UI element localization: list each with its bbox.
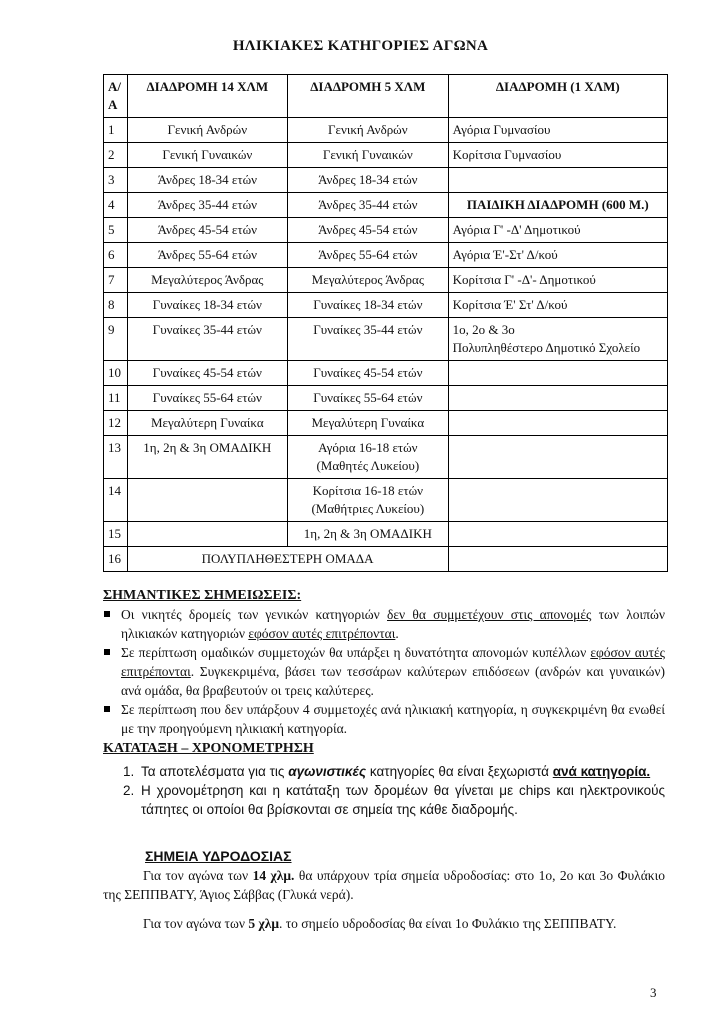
row-number: 9 xyxy=(104,318,128,361)
cell-1km xyxy=(448,547,667,572)
cell-1km-line1: 1ο, 2ο & 3ο xyxy=(452,322,515,337)
cell-1km-kids-heading: ΠΑΙΔΙΚΗ ΔΙΑΔΡΟΜΗ (600 Μ.) xyxy=(448,193,667,218)
notes-list xyxy=(103,605,665,738)
row-number: 11 xyxy=(104,386,128,411)
row-number: 5 xyxy=(104,218,128,243)
table-row xyxy=(104,293,668,318)
page-number: 3 xyxy=(650,985,657,1000)
header-aa: Α/Α xyxy=(104,75,128,118)
cell-14km: Γυναίκες 18-34 ετών xyxy=(127,293,288,318)
cell-5km: Άνδρες 18-34 ετών xyxy=(288,168,449,193)
table-row xyxy=(104,168,668,193)
table-row xyxy=(104,479,668,522)
table-row xyxy=(104,386,668,411)
p2-text-c: . το σημείο υδροδοσίας θα είναι 1ο Φυλάκιο της ΣΕΠΠΒΑΤΥ. xyxy=(279,916,617,931)
page-title: ΗΛΙΚΙΑΚΕΣ ΚΑΤΗΓΟΡΙΕΣ ΑΓΩΝΑ xyxy=(232,38,489,54)
cell-14km: 1η, 2η & 3η ΟΜΑΔΙΚΗ xyxy=(127,436,288,479)
list-item xyxy=(103,643,665,700)
cell-5km: Γυναίκες 35-44 ετών xyxy=(288,318,449,361)
item-1-text-c: κατηγορίες θα είναι ξεχωριστά xyxy=(366,764,553,779)
row-number: 1 xyxy=(104,118,128,143)
cell-14km: Γυναίκες 45-54 ετών xyxy=(127,361,288,386)
cell-1km: Αγόρια Γυμνασίου xyxy=(448,118,667,143)
cell-1km-line2: Πολυπληθέστερο Δημοτικό Σχολείο xyxy=(452,340,641,355)
cell-1km xyxy=(448,386,667,411)
cell-5km: Γενική Ανδρών xyxy=(288,118,449,143)
p1-text-c: θα υπάρχουν τρία σημεία υδροδοσίας: στο 1ο, 2ο και 3ο Φυλάκιο της ΣΕΠΠΒΑΤΥ, Άγιος Σάββας (Γλυκά νερά). xyxy=(103,868,665,902)
cell-14km: Άνδρες 55-64 ετών xyxy=(127,243,288,268)
item-1-emphasis: αγωνιστικές xyxy=(288,764,367,779)
cell-14km: Άνδρες 45-54 ετών xyxy=(127,218,288,243)
cell-1km xyxy=(448,522,667,547)
row-number: 14 xyxy=(104,479,128,522)
cell-5km: Άνδρες 55-64 ετών xyxy=(288,243,449,268)
table-row xyxy=(104,361,668,386)
table-header-row xyxy=(104,75,668,118)
cell-14km xyxy=(127,479,288,522)
row-number: 4 xyxy=(104,193,128,218)
row-number: 6 xyxy=(104,243,128,268)
cell-5km: Γυναίκες 55-64 ετών xyxy=(288,386,449,411)
cell-1km xyxy=(448,436,667,479)
notes-heading: ΣΗΜΑΝΤΙΚΕΣ ΣΗΜΕΙΩΣΕΙΣ: xyxy=(103,588,302,603)
cell-14km: Γενική Ανδρών xyxy=(127,118,288,143)
p1-text-a: Για τον αγώνα των xyxy=(143,868,253,883)
table-row xyxy=(104,547,668,572)
item-2-text: Η χρονομέτρηση και η κατάταξη των δρομέων θα γίνεται με chips και ηλεκτρονικούς τάπητες οι οποίοι θα βρίσκονται σε σημεία της κάθε διαδρομής. xyxy=(141,783,665,817)
cell-14km: Γενική Γυναικών xyxy=(127,143,288,168)
cell-1km: Αγόρια Έ'-Στ' Δ/κού xyxy=(448,243,667,268)
table-row xyxy=(104,218,668,243)
row-number: 8 xyxy=(104,293,128,318)
table-row xyxy=(104,193,668,218)
note-2-underlined: εφόσον αυτές επιτρέπονται xyxy=(121,645,665,679)
note-1-underlined-b: εφόσον αυτές επιτρέπονται xyxy=(248,626,396,641)
cell-14km: Άνδρες 18-34 ετών xyxy=(127,168,288,193)
note-3-text: Σε περίπτωση που δεν υπάρξουν 4 συμμετοχές ανά ηλικιακή κατηγορία, η συγκεκριμένη θα ενωθεί με την προηγούμενη ηλικιακή κατηγορία. xyxy=(121,702,665,736)
cell-14km: Άνδρες 35-44 ετών xyxy=(127,193,288,218)
note-1-text-c: . xyxy=(395,626,399,641)
table-row xyxy=(104,522,668,547)
cell-1km xyxy=(448,479,667,522)
item-number: 2. xyxy=(123,783,135,798)
water-paragraph-5km xyxy=(103,914,665,933)
cell-1km xyxy=(448,318,667,361)
water-heading: ΣΗΜΕΙΑ ΥΔΡΟΔΟΣΙΑΣ xyxy=(145,848,292,864)
cell-14km: Γυναίκες 55-64 ετών xyxy=(127,386,288,411)
row-number: 12 xyxy=(104,411,128,436)
cell-5km: Μεγαλύτερος Άνδρας xyxy=(288,268,449,293)
classification-heading: ΚΑΤΑΤΑΞΗ – ΧΡΟΝΟΜΕΤΡΗΣΗ xyxy=(103,741,314,756)
note-1-text-a: Οι νικητές δρομείς των γενικών κατηγοριών xyxy=(121,607,387,622)
cell-5km: Μεγαλύτερη Γυναίκα xyxy=(288,411,449,436)
cell-1km: Κορίτσια Έ' Στ' Δ/κού xyxy=(448,293,667,318)
header-route-14km: ΔΙΑΔΡΟΜΗ 14 ΧΛΜ xyxy=(127,75,288,118)
cell-1km: Κορίτσια Γ' -Δ'- Δημοτικού xyxy=(448,268,667,293)
cell-5km: Γυναίκες 18-34 ετών xyxy=(288,293,449,318)
row-number: 13 xyxy=(104,436,128,479)
cell-14km: Μεγαλύτερη Γυναίκα xyxy=(127,411,288,436)
cell-5km-line2: (Μαθήτριες Λυκείου) xyxy=(311,501,425,516)
table-row xyxy=(104,436,668,479)
list-item xyxy=(103,762,665,781)
cell-5km-line1: Αγόρια 16-18 ετών xyxy=(318,440,418,455)
note-1-text-b: των λοιπών ηλικιακών κατηγοριών xyxy=(121,607,665,641)
row-number: 15 xyxy=(104,522,128,547)
header-route-5km: ΔΙΑΔΡΟΜΗ 5 ΧΛΜ xyxy=(288,75,449,118)
row-number: 7 xyxy=(104,268,128,293)
cell-1km: Κορίτσια Γυμνασίου xyxy=(448,143,667,168)
cell-1km xyxy=(448,361,667,386)
cell-1km: Αγόρια Γ' -Δ' Δημοτικού xyxy=(448,218,667,243)
p2-text-a: Για τον αγώνα των xyxy=(143,916,249,931)
cell-14km xyxy=(127,522,288,547)
p2-distance: 5 χλμ xyxy=(248,916,279,931)
cell-5km: Γενική Γυναικών xyxy=(288,143,449,168)
row-number: 3 xyxy=(104,168,128,193)
cell-5km: Γυναίκες 45-54 ετών xyxy=(288,361,449,386)
water-paragraph-14km xyxy=(103,866,665,904)
row-number: 10 xyxy=(104,361,128,386)
item-1-underlined: ανά κατηγορία. xyxy=(552,764,651,779)
cell-14km: Γυναίκες 35-44 ετών xyxy=(127,318,288,361)
cell-5km-line2: (Μαθητές Λυκείου) xyxy=(316,458,420,473)
table-row xyxy=(104,243,668,268)
note-2-text-a: Σε περίπτωση ομαδικών συμμετοχών θα υπάρξει η δυνατότητα απονομών κυπέλλων xyxy=(121,645,591,660)
bullet-icon xyxy=(104,649,110,655)
table-row xyxy=(104,268,668,293)
cell-5km xyxy=(288,479,449,522)
row-number: 16 xyxy=(104,547,128,572)
classification-list xyxy=(103,762,665,819)
cell-5km: Άνδρες 35-44 ετών xyxy=(288,193,449,218)
row-number: 2 xyxy=(104,143,128,168)
cell-5km xyxy=(288,436,449,479)
header-route-1km: ΔΙΑΔΡΟΜΗ (1 ΧΛΜ) xyxy=(448,75,667,118)
note-2-text-b: . Συγκεκριμένα, βάσει των τεσσάρων καλύτερων επιδόσεων (ανδρών και γυναικών) ανά ομάδα, θα βραβευτούν οι τρεις καλύτερες. xyxy=(121,664,665,698)
bullet-icon xyxy=(104,611,110,617)
p1-distance: 14 χλμ. xyxy=(252,868,295,883)
cell-merged-14km-5km: ΠΟΛΥΠΛΗΘΕΣΤΕΡΗ ΟΜΑΔΑ xyxy=(127,547,448,572)
item-number: 1. xyxy=(123,764,135,779)
list-item xyxy=(103,700,665,738)
note-1-underlined-a: δεν θα συμμετέχουν στις απονομές xyxy=(387,607,592,622)
bullet-icon xyxy=(104,706,110,712)
cell-1km xyxy=(448,168,667,193)
cell-1km xyxy=(448,411,667,436)
table-row xyxy=(104,411,668,436)
table-row xyxy=(104,318,668,361)
cell-5km: Άνδρες 45-54 ετών xyxy=(288,218,449,243)
item-1-text-a: Τα αποτελέσματα για τις xyxy=(141,764,289,779)
table-row xyxy=(104,118,668,143)
cell-5km: 1η, 2η & 3η ΟΜΑΔΙΚΗ xyxy=(288,522,449,547)
list-item xyxy=(103,781,665,819)
cell-5km-line1: Κορίτσια 16-18 ετών xyxy=(312,483,424,498)
categories-table xyxy=(103,74,668,572)
table-row xyxy=(104,143,668,168)
cell-14km: Μεγαλύτερος Άνδρας xyxy=(127,268,288,293)
list-item xyxy=(103,605,665,643)
